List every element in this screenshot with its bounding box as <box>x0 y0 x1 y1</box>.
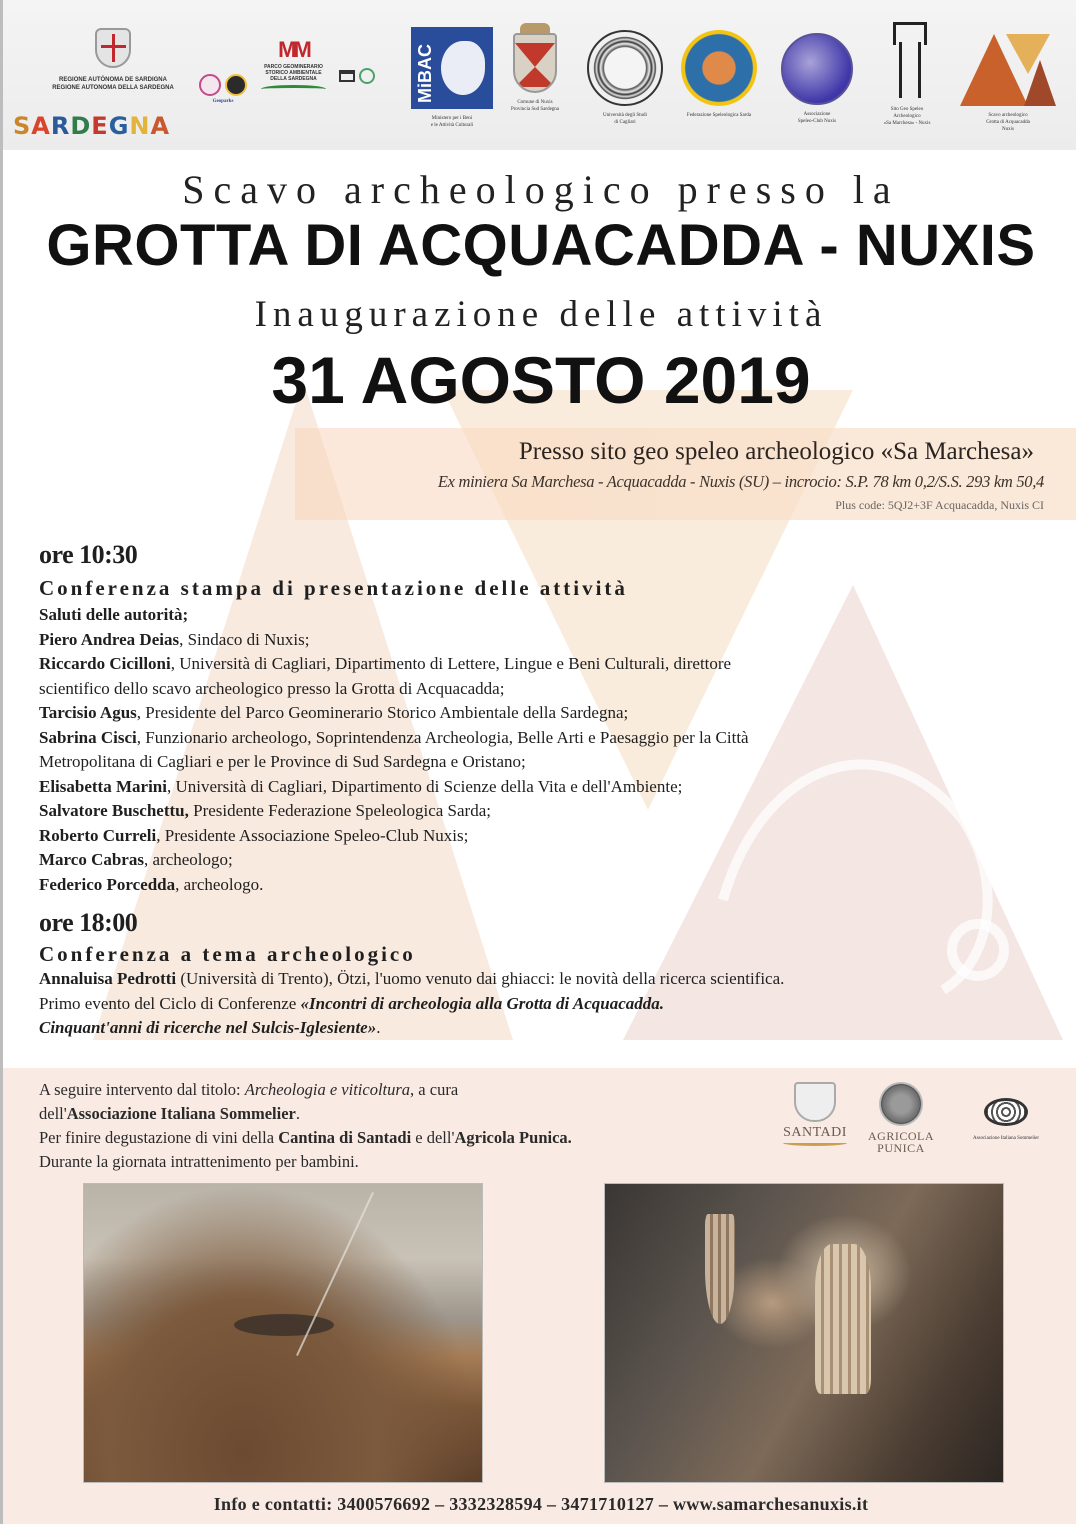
afternoon-time: ore 18:00 <box>39 908 138 937</box>
speaker-name: Marco Cabras <box>39 850 144 869</box>
sardegna-letter: A <box>31 112 51 140</box>
logo-universita-cagliari: Università degli Studi di Cagliari <box>583 30 667 126</box>
sponsor-agricola-punica: AGRICOLA PUNICA <box>861 1082 941 1154</box>
photo-cave-stalactites <box>604 1183 1004 1483</box>
gold-swoosh-icon <box>783 1140 847 1146</box>
cycle-line-2: Cinquant'anni di ricerche nel Sulcis-Iglesiente». <box>39 1018 381 1037</box>
speaker-row <box>39 775 749 800</box>
speaker-role: , Presidente Associazione Speleo-Club Nuxis; <box>156 825 469 845</box>
subtitle-scavo: Scavo archeologico presso la <box>182 167 900 212</box>
speaker-talk: (Università di Trento), Ötzi, l'uomo venuto dai ghiacci: le novità della ricerca scientifica. <box>176 969 785 988</box>
speaker-row <box>39 848 749 873</box>
speaker-role: , archeologo. <box>175 874 264 894</box>
sardegna-letter: D <box>70 112 92 140</box>
parco-mark-icon: MM <box>278 37 309 62</box>
cycle-title: «Incontri di archeologia alla Grotta di Acquacadda. <box>300 993 665 1013</box>
punica-coin-icon <box>879 1082 923 1126</box>
logo-mibac: MiBAC Ministero per i Beni e le Attività Culturali <box>410 27 494 129</box>
sardegna-letter: A <box>150 112 171 140</box>
logo-caption: REGIONE AUTÒNOMA DE SARDIGNA REGIONE AUTONOMA DELLA SARDEGNA <box>52 77 174 91</box>
photo-cave-floor <box>83 1183 483 1483</box>
speaker-role-continued: scientifico dello scavo archeologico presso la Grotta di Acquacadda; <box>39 678 505 698</box>
greeting: Saluti delle autorità; <box>39 605 189 624</box>
speaker-name: Piero Andrea Deias <box>39 629 180 649</box>
logo-federazione-speleologica: Federazione Speleologica Sarda <box>673 30 765 119</box>
sardegna-letter: N <box>129 112 151 140</box>
speaker-role: , Sindaco di Nuxis; <box>179 629 310 649</box>
speaker-row <box>39 628 749 653</box>
event-date: 31 AGOSTO 2019 <box>271 343 811 417</box>
sponsor-ais: Associazione Italiana Sommelier <box>951 1098 1061 1141</box>
santadi-crest-icon <box>794 1082 836 1122</box>
venue-plus-code: Plus code: 5QJ2+3F Acquacadda, Nuxis CI <box>835 498 1044 512</box>
cycle-line: Primo evento del Ciclo di Conferenze «Incontri di archeologia alla Grotta di Acquacadda. <box>39 993 665 1013</box>
sardegna-letter: S <box>13 112 32 140</box>
logo-comune-nuxis: Comune di Nuxis Provincia Sud Sardegna <box>505 23 565 113</box>
afternoon-session <box>39 908 784 1041</box>
speaker-name: Federico Porcedda <box>39 874 176 894</box>
venue-title: Presso sito geo speleo archeologico «Sa Marchesa» <box>518 438 1034 465</box>
speaker-role: , archeologo; <box>143 850 233 869</box>
venue-address: Ex miniera Sa Marchesa - Acquacadda - Nuxis (SU) – incrocio: S.P. 78 km 0,2/S.S. 293 km 50,4 <box>437 472 1044 491</box>
speaker-role: , Presidente del Parco Geominerario Storico Ambientale della Sardegna; <box>136 703 629 722</box>
speaker-role: , Università di Cagliari, Dipartimento di Scienze della Vita e dell'Ambiente; <box>166 776 683 796</box>
speaker-row <box>39 873 749 898</box>
afternoon-title: Conferenza a tema archeologico <box>39 942 416 966</box>
logo-speleo-club-nuxis: Associazione Speleo-Club Nuxis <box>779 33 855 125</box>
speaker-name: Riccardo Cicilloni <box>39 654 171 673</box>
afternoon-speaker <box>39 967 784 992</box>
speaker-role: Presidente Federazione Speleologica Sarda; <box>188 801 491 820</box>
speaker-name: Elisabetta Marini <box>39 776 167 796</box>
subtitle-inaugurazione: Inaugurazione delle attività <box>254 294 828 335</box>
sardegna-letter: E <box>91 112 109 140</box>
contact-footer: Info e contatti: 3400576692 – 3332328594 – 3471710127 – www.samarchesanuxis.it <box>213 1494 869 1514</box>
speaker-role-continued: Metropolitana di Cagliari e per le Province di Sud Sardegna e Oristano; <box>39 752 526 771</box>
speaker-name: Roberto Curreli <box>39 825 157 845</box>
morning-title: Conferenza stampa di presentazione delle attività <box>39 576 628 600</box>
speaker-row <box>39 726 749 751</box>
morning-time: ore 10:30 <box>39 540 138 569</box>
speaker-row <box>39 799 749 824</box>
logo-parco-geominerario: MM PARCO GEOMINERARIO STORICO AMBIENTALE DELLA SARDEGNA <box>256 40 331 93</box>
logo-scavo-acquacadda: Scavo archeologico Grotta di Acquacadda Nuxis <box>958 30 1058 133</box>
speaker-row <box>39 701 749 726</box>
sardegna-letter: G <box>108 112 130 140</box>
speaker-role: , Funzionario archeologo, Soprintendenza Archeologia, Belle Arti e Paesaggio per la Città <box>136 727 749 747</box>
sponsor-santadi: SANTADI <box>777 1082 853 1146</box>
extras-text: A seguire intervento dal titolo: Archeologia e viticoltura, a cura dell'Associazione Italiana Sommelier. Per finire degustazione di vini della Cantina di Santadi e dell'Agricola Punica. Durante la giornata intrattenimento per bambini. <box>39 1080 572 1171</box>
speaker-list <box>39 628 749 898</box>
ais-tastevin-icon <box>984 1098 1028 1126</box>
speaker-role: , Università di Cagliari, Dipartimento di Lettere, Lingue e Beni Culturali, direttore <box>170 654 732 673</box>
speaker-name: Sabrina Cisci <box>39 727 137 747</box>
logo-geoparks: Geoparks <box>199 74 247 105</box>
speaker-name: Salvatore Buschettu, <box>39 801 189 820</box>
main-title: GROTTA DI ACQUACADDA - NUXIS <box>46 213 1036 278</box>
sardegna-letter: R <box>50 112 71 140</box>
speaker-name: Tarcisio Agus <box>39 703 137 722</box>
speaker-row <box>39 824 749 849</box>
mibac-icon: MiBAC <box>411 27 493 109</box>
speaker-row <box>39 652 749 677</box>
speaker-name: Annaluisa Pedrotti <box>39 969 177 988</box>
logo-sito-sa-marchesa: Sito Geo Speleo Archeologico «Sa Marchesa» - Nuxis <box>869 18 945 127</box>
morning-session <box>39 540 749 897</box>
